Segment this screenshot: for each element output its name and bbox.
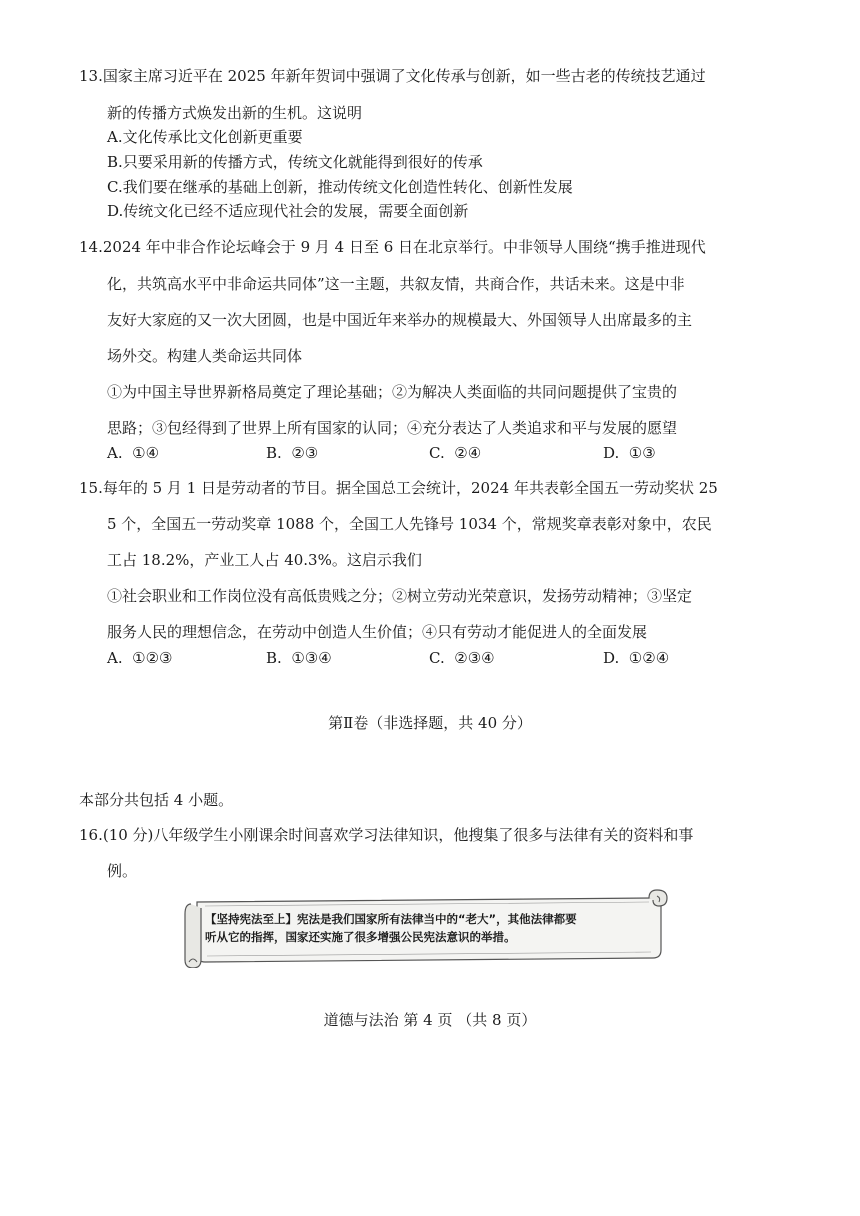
scroll-label: 【坚持宪法至上】: [205, 912, 297, 926]
q14-stem-line2: 化，共筑高水平中非命运共同体”这一主题，共叙友情，共商合作，共话未来。这是中非: [107, 275, 685, 293]
q14-option-a: A. ①④: [107, 444, 160, 462]
q14-options: [107, 443, 807, 463]
q14-stem-line4: 场外交。构建人类命运共同体: [107, 347, 303, 365]
q15-options: [107, 648, 807, 668]
q15-option-a: A. ①②③: [107, 649, 173, 667]
q14-option-c: C. ②④: [429, 444, 482, 462]
q16-stem-line1: 16.(10 分)八年级学生小刚课余时间喜欢学习法律知识，他搜集了很多与法律有关的资料和事: [79, 826, 694, 844]
scroll-text: [205, 910, 660, 946]
q13-stem-line1: 13.国家主席习近平在 2025 年新年贺词中强调了文化传承与创新，如一些古老的传统技艺通过: [79, 67, 706, 85]
constitution-scroll: [183, 888, 670, 968]
q14-statement-line2: 思路；③包经得到了世界上所有国家的认同；④充分表达了人类追求和平与发展的愿望: [107, 419, 678, 437]
q13-option-b: B.只要采用新的传播方式，传统文化就能得到很好的传承: [107, 153, 483, 171]
q13-stem-line2: 新的传播方式焕发出新的生机。这说明: [107, 104, 363, 122]
q15-option-c: C. ②③④: [429, 649, 495, 667]
q13-option-a: A.文化传承比文化创新更重要: [107, 128, 303, 146]
q14-option-d: D. ①③: [603, 444, 656, 462]
q15-stem-line3: 工占 18.2%，产业工人占 40.3%。这启示我们: [107, 551, 422, 569]
q15-statement-line1: ①社会职业和工作岗位没有高低贵贱之分；②树立劳动光荣意识，发扬劳动精神；③坚定: [107, 587, 693, 605]
q14-stem-line1: 14.2024 年中非合作论坛峰会于 9 月 4 日至 6 日在北京举行。中非领导人围绕“携手推进现代: [79, 238, 706, 256]
q14-stem-line3: 友好大家庭的又一次大团圆，也是中国近年来举办的规模最大、外国领导人出席最多的主: [107, 311, 693, 329]
q15-stem-line1: 15.每年的 5 月 1 日是劳动者的节目。据全国总工会统计，2024 年共表彰全国五一劳动奖状 25: [79, 479, 718, 497]
q16-stem-line2: 例。: [107, 862, 138, 880]
page-footer: 道德与法治 第 4 页 （共 8 页）: [323, 1011, 537, 1029]
q13-option-c: C.我们要在继承的基础上创新，推动传统文化创造性转化、创新性发展: [107, 178, 573, 196]
q15-statement-line2: 服务人民的理想信念，在劳动中创造人生价值；④只有劳动才能促进人的全面发展: [107, 623, 648, 641]
q14-statement-line1: ①为中国主导世界新格局奠定了理论基础；②为解决人类面临的共同问题提供了宝贵的: [107, 383, 678, 401]
q15-option-b: B. ①③④: [266, 649, 332, 667]
q14-option-b: B. ②③: [266, 444, 319, 462]
scroll-text-line2: 听从它的指挥，国家还实施了很多增强公民宪法意识的举措。: [205, 930, 516, 944]
q15-option-d: D. ①②④: [603, 649, 670, 667]
q15-stem-line2: 5 个，全国五一劳动奖章 1088 个，全国工人先锋号 1034 个，常规奖章表彰对象中，农民: [107, 515, 712, 533]
section-intro: 本部分共包括 4 小题。: [79, 791, 234, 809]
scroll-text-line1: 宪法是我们国家所有法律当中的“老大”，其他法律都要: [297, 912, 577, 926]
q13-option-d: D.传统文化已经不适应现代社会的发展，需要全面创新: [107, 202, 469, 220]
section-title: 第Ⅱ卷（非选择题，共 40 分）: [328, 714, 532, 732]
